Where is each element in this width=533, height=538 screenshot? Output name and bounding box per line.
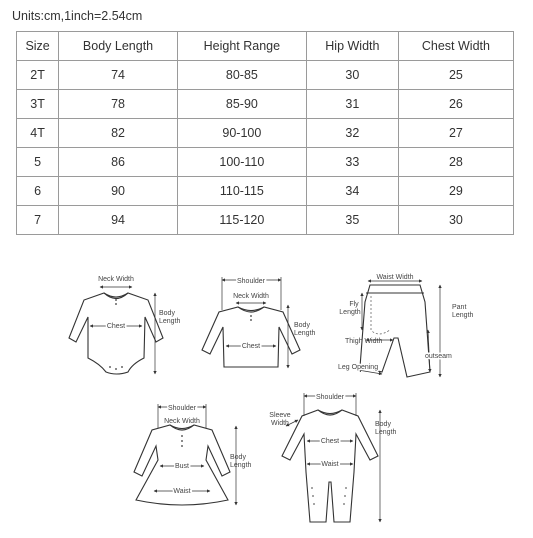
cell-size: 7: [17, 206, 59, 235]
header-chest-width: Chest Width: [398, 32, 513, 61]
pants-pant-label: Pant: [452, 304, 467, 311]
cell-body-length: 90: [59, 177, 178, 206]
shirt-neck-width-label: Neck Width: [233, 293, 269, 300]
dress-waist-label: Waist: [173, 488, 191, 495]
pants-pant-length-label: Length: [452, 312, 474, 319]
romper-sleeve-label: Sleeve: [269, 412, 291, 419]
cell-body-length: 74: [59, 61, 178, 90]
dress-shoulder-label: Shoulder: [167, 405, 197, 412]
cell-body-length: 86: [59, 148, 178, 177]
header-height-range: Height Range: [177, 32, 306, 61]
table-row: [17, 90, 514, 119]
cell-chest-width: 26: [398, 90, 513, 119]
cell-chest-width: 28: [398, 148, 513, 177]
shirt-shoulder-label: Shoulder: [236, 278, 266, 285]
cell-hip-width: 35: [306, 206, 398, 235]
units-note: Units:cm,1inch=2.54cm: [12, 9, 143, 23]
shirt-body-label: Body: [294, 322, 310, 329]
bodysuit-neck-width-label: Neck Width: [98, 276, 134, 283]
table-row: [17, 61, 514, 90]
cell-body-length: 94: [59, 206, 178, 235]
cell-body-length: 82: [59, 119, 178, 148]
dress-diagram: [134, 404, 252, 505]
bodysuit-body-label: Body: [159, 310, 175, 317]
cell-size: 6: [17, 177, 59, 206]
cell-height-range: 115-120: [177, 206, 306, 235]
cell-height-range: 85-90: [177, 90, 306, 119]
dress-neck-width-label: Neck Width: [164, 418, 200, 425]
dress-bust-label: Bust: [174, 463, 190, 470]
header-size: Size: [17, 32, 59, 61]
romper-sleeve-width-label: Width: [271, 420, 289, 427]
romper-length-label: Length: [375, 429, 397, 436]
cell-hip-width: 33: [306, 148, 398, 177]
cell-chest-width: 30: [398, 206, 513, 235]
pants-leg-opening-label: Leg Opening: [338, 364, 379, 371]
cell-chest-width: 27: [398, 119, 513, 148]
bodysuit-length-label: Length: [159, 318, 181, 325]
table-row: [17, 148, 514, 177]
cell-hip-width: 31: [306, 90, 398, 119]
table-row: [17, 177, 514, 206]
dress-body-label: Body: [230, 454, 246, 461]
cell-size: 5: [17, 148, 59, 177]
shirt-diagram: [202, 277, 316, 368]
cell-height-range: 100-110: [177, 148, 306, 177]
cell-size: 4T: [17, 119, 59, 148]
bodysuit-chest-label: Chest: [106, 323, 126, 330]
dress-length-label: Length: [230, 462, 252, 469]
pants-fly-length-label: Length: [339, 309, 361, 316]
pants-outseam-label: outseam: [425, 353, 452, 360]
cell-height-range: 90-100: [177, 119, 306, 148]
pants-thigh-width-label: Thigh Width: [345, 338, 383, 345]
pants-fly-label: Fly: [349, 301, 359, 308]
bodysuit-diagram: [69, 276, 181, 374]
cell-size: 2T: [17, 61, 59, 90]
measurement-diagrams-svg: [0, 260, 533, 533]
cell-height-range: 110-115: [177, 177, 306, 206]
cell-hip-width: 32: [306, 119, 398, 148]
romper-body-label: Body: [375, 421, 391, 428]
cell-height-range: 80-85: [177, 61, 306, 90]
size-chart-table: [16, 31, 514, 235]
romper-diagram: [269, 393, 396, 522]
table-row: [17, 206, 514, 235]
header-hip-width: Hip Width: [306, 32, 398, 61]
romper-shoulder-label: Shoulder: [315, 394, 345, 401]
header-body-length: Body Length: [59, 32, 178, 61]
cell-hip-width: 30: [306, 61, 398, 90]
romper-waist-label: Waist: [321, 461, 339, 468]
cell-chest-width: 25: [398, 61, 513, 90]
shirt-chest-label: Chest: [241, 343, 261, 350]
table-header-row: [17, 32, 514, 61]
cell-body-length: 78: [59, 90, 178, 119]
romper-chest-label: Chest: [320, 438, 340, 445]
pants-diagram: [338, 274, 474, 377]
measurement-diagrams: [0, 260, 533, 533]
pants-waist-width-label: Waist Width: [376, 274, 414, 281]
cell-chest-width: 29: [398, 177, 513, 206]
cell-hip-width: 34: [306, 177, 398, 206]
shirt-length-label: Length: [294, 330, 316, 337]
table-row: [17, 119, 514, 148]
cell-size: 3T: [17, 90, 59, 119]
